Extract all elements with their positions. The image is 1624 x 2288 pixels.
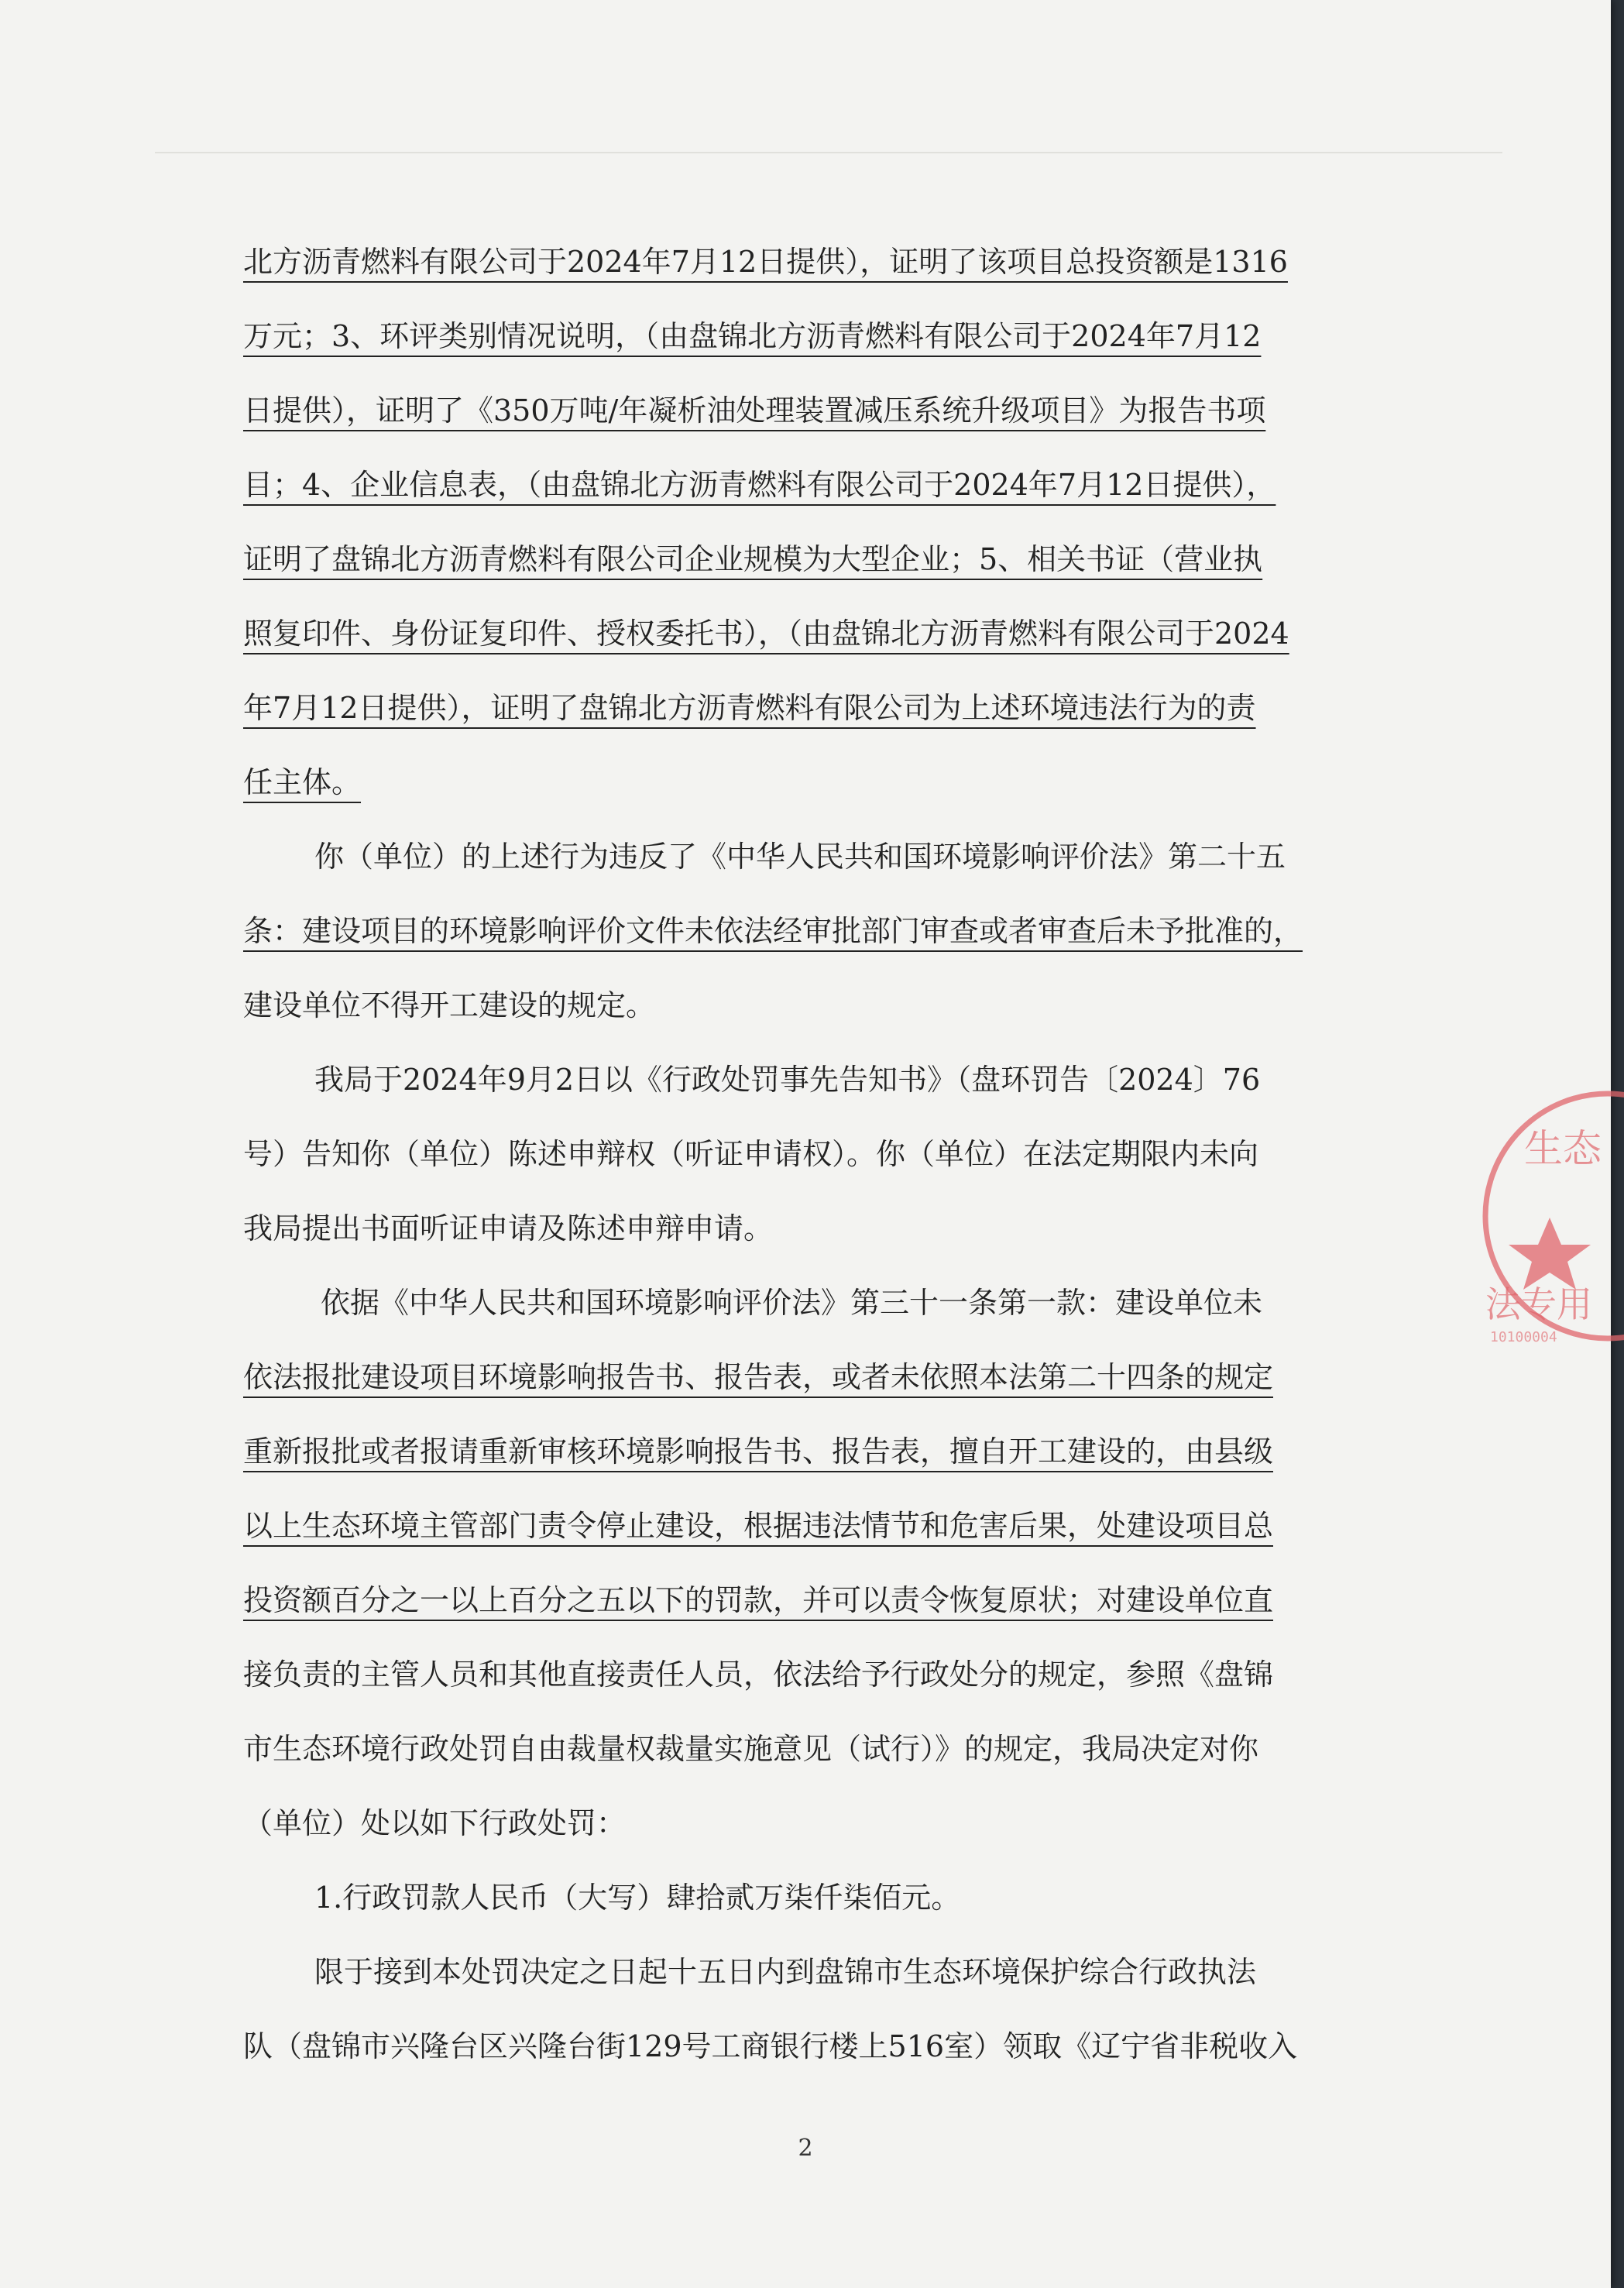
text-line: 建设单位不得开工建设的规定。 [243, 988, 656, 1022]
text-line: 万元；3、环评类别情况说明，（由盘锦北方沥青燃料有限公司于2024年7月12 [243, 319, 1262, 353]
official-seal-stamp [1476, 1084, 1624, 1348]
text-line: 依据《中华人民共和国环境影响评价法》第三十一条第一款：建设单位未 [321, 1286, 1263, 1320]
text-line: 队（盘锦市兴隆台区兴隆台街129号工商银行楼上516室）领取《辽宁省非税收入 [243, 2029, 1298, 2063]
seal-star-icon [1509, 1218, 1591, 1290]
text-line: 号）告知你（单位）陈述申辩权（听证申请权）。你（单位）在法定期限内未向 [243, 1137, 1259, 1171]
text-line: 你（单位）的上述行为违反了《中华人民共和国环境影响评价法》第二十五 [314, 840, 1286, 874]
text-line: 北方沥青燃料有限公司于2024年7月12日提供），证明了该项目总投资额是1316 [243, 245, 1288, 279]
text-line: 年7月12日提供），证明了盘锦北方沥青燃料有限公司为上述环境违法行为的责 [243, 691, 1256, 725]
text-line: 依法报批建设项目环境影响报告书、报告表，或者未依照本法第二十四条的规定 [243, 1360, 1274, 1394]
seal-text-bottom: 法专用 [1485, 1283, 1592, 1325]
text-line: （单位）处以如下行政处罚： [243, 1806, 627, 1840]
page-number: 2 [798, 2135, 813, 2162]
text-line: 我局于2024年9月2日以《行政处罚事先告知书》（盘环罚告〔2024〕76 [314, 1063, 1261, 1097]
text-line: 以上生态环境主管部门责令停止建设，根据违法情节和危害后果，处建设项目总 [243, 1509, 1274, 1543]
seal-serial: 10100004 [1490, 1329, 1557, 1345]
text-line: 日提供），证明了《350万吨/年凝析油处理装置减压系统升级项目》为报告书项 [243, 393, 1266, 428]
text-line: 证明了盘锦北方沥青燃料有限公司企业规模为大型企业；5、相关书证（营业执 [243, 542, 1263, 576]
text-line: 条：建设项目的环境影响评价文件未依法经审批部门审查或者审查后未予批准的， [243, 914, 1303, 948]
seal-text-top: 生态 [1524, 1126, 1602, 1171]
text-line: 接负责的主管人员和其他直接责任人员，依法给予行政处分的规定，参照《盘锦 [243, 1658, 1274, 1692]
text-line: 投资额百分之一以上百分之五以下的罚款，并可以责令恢复原状；对建设单位直 [243, 1583, 1274, 1617]
text-line: 照复印件、身份证复印件、授权委托书），（由盘锦北方沥青燃料有限公司于2024 [243, 617, 1289, 651]
text-line: 我局提出书面听证申请及陈述申辩申请。 [243, 1211, 774, 1245]
text-line: 任主体。 [243, 765, 362, 799]
text-line: 目；4、企业信息表，（由盘锦北方沥青燃料有限公司于2024年7月12日提供）， [243, 468, 1276, 502]
text-line: 1.行政罚款人民币（大写）肆拾贰万柒仟柒佰元。 [314, 1881, 961, 1915]
text-line: 重新报批或者报请重新审核环境影响报告书、报告表，擅自开工建设的，由县级 [243, 1434, 1274, 1469]
text-line: 市生态环境行政处罚自由裁量权裁量实施意见（试行）》的规定，我局决定对你 [243, 1732, 1259, 1766]
page-rule [155, 152, 1502, 153]
text-line: 限于接到本处罚决定之日起十五日内到盘锦市生态环境保护综合行政执法 [314, 1955, 1257, 1989]
document-body [243, 225, 1371, 2084]
